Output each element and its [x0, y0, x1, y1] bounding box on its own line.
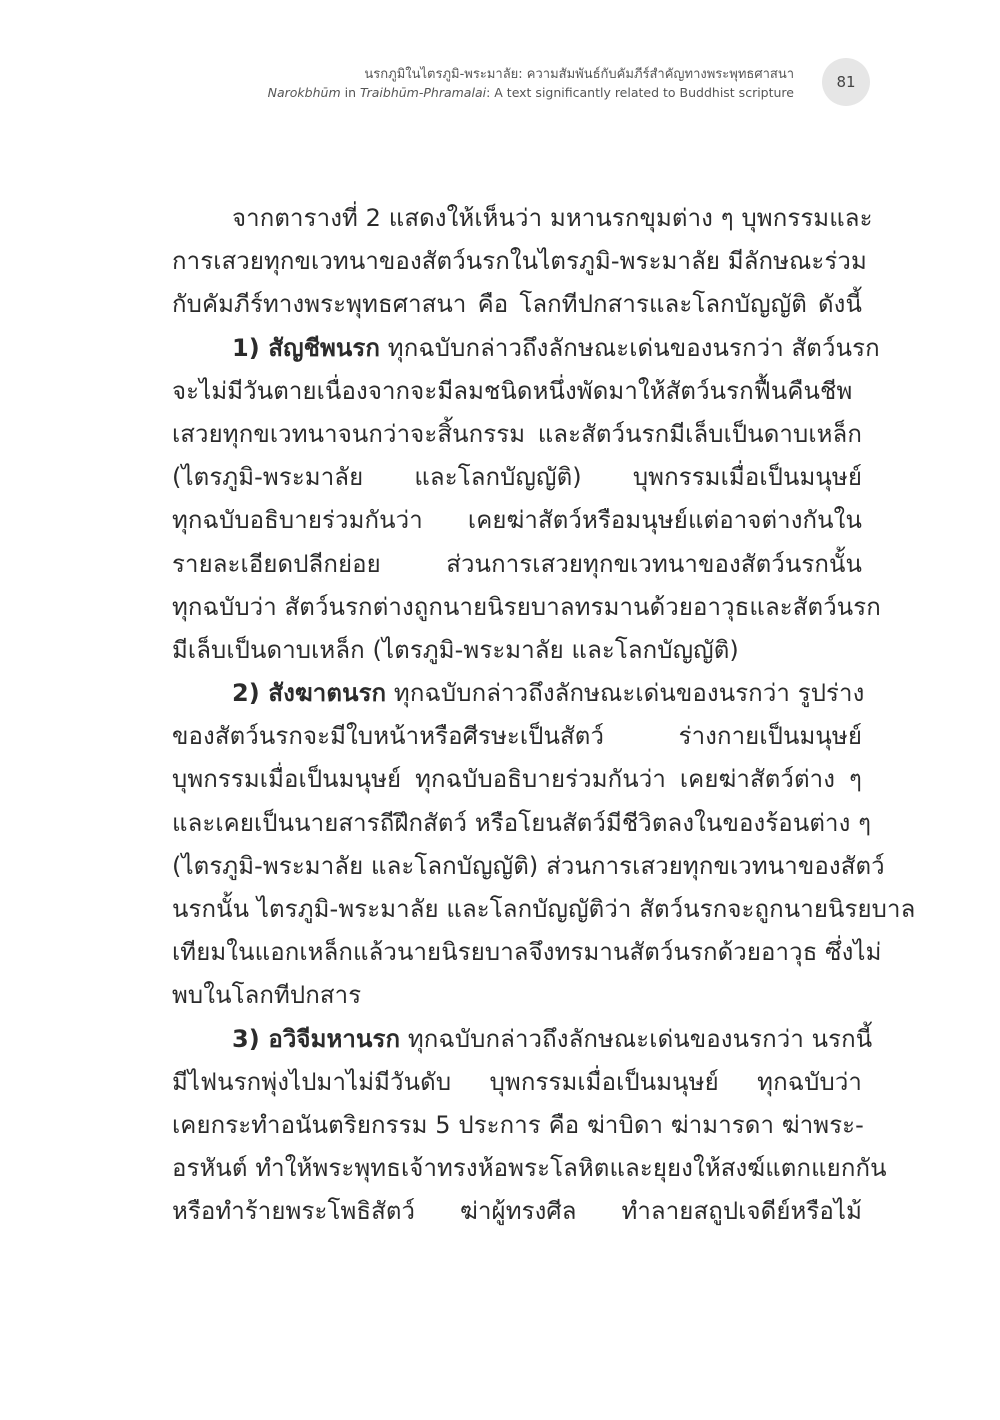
title-in: in: [340, 85, 360, 100]
section-3-term: 3) อวิจีมหานรก: [232, 1024, 401, 1053]
paragraph-line: การเสวยทุกขเวทนาของสัตว์นรกในไตรภูมิ-พระมาลัย มีลักษณะร่วม: [172, 247, 867, 276]
section-1-first-rest: ทุกฉบับกล่าวถึงลักษณะเด่นของนรกว่า สัตว์นรก: [380, 333, 880, 362]
body-text: [172, 197, 916, 1234]
paragraph-line: และเคยเป็นนายสารถีฝึกสัตว์ หรือโยนสัตว์มีชีวิตลงในของร้อนต่าง ๆ: [172, 808, 872, 837]
paragraph-line: รายละเอียดปลีกย่อย ส่วนการเสวยทุกขเวทนาของสัตว์นรกนั้น: [172, 549, 862, 578]
paragraph-line: เทียมในแอกเหล็กแล้วนายนิรยบาลจึงทรมานสัตว์นรกด้วยอาวุธ ซึ่งไม่: [172, 938, 882, 967]
paragraph-line: อรหันต์ ทำให้พระพุทธเจ้าทรงห้อพระโลหิตและยุยงให้สงฆ์แตกแยกกัน: [172, 1154, 887, 1183]
paragraph-line: หรือทำร้ายพระโพธิสัตว์ ฆ่าผู้ทรงศีล ทำลายสถูปเจดีย์หรือไม้: [172, 1197, 862, 1226]
paragraph-line: จะไม่มีวันตายเนื่องจากจะมีลมชนิดหนึ่งพัดมาให้สัตว์นรกฟื้นคืนชีพ: [172, 376, 853, 405]
paragraph-line: (ไตรภูมิ-พระมาลัย และโลกบัญญัติ) บุพกรรมเมื่อเป็นมนุษย์: [172, 463, 862, 492]
paragraph-line: เสวยทุกขเวทนาจนกว่าจะสิ้นกรรม และสัตว์นรกมีเล็บเป็นดาบเหล็ก: [172, 419, 862, 448]
paragraph-line: พบในโลกทีปกสาร: [172, 981, 362, 1010]
paragraph-line: (ไตรภูมิ-พระมาลัย และโลกบัญญัติ) ส่วนการเสวยทุกขเวทนาของสัตว์: [172, 851, 885, 880]
paragraph-line: บุพกรรมเมื่อเป็นมนุษย์ ทุกฉบับอธิบายร่วมกันว่า เคยฆ่าสัตว์ต่าง ๆ: [172, 765, 862, 794]
section-3-first-line: [172, 1018, 873, 1061]
paragraph-line: มีไฟนรกพุ่งไปมาไม่มีวันดับ บุพกรรมเมื่อเป็นมนุษย์ ทุกฉบับว่า: [172, 1067, 862, 1096]
section-1-first-line: [172, 327, 880, 370]
title-italic-traibhum: Traibhūm-Phramalai: [359, 85, 487, 100]
paragraph-line: ทุกฉบับว่า สัตว์นรกต่างถูกนายนิรยบาลทรมานด้วยอาวุธและสัตว์นรก: [172, 592, 881, 621]
running-header-thai: นรกภูมิในไตรภูมิ-พระมาลัย: ความสัมพันธ์กับคัมภีร์สำคัญทางพระพุทธศาสนา: [364, 67, 794, 82]
section-2-first-rest: ทุกฉบับกล่าวถึงลักษณะเด่นของนรกว่า รูปร่าง: [386, 679, 865, 708]
paragraph-line: กับคัมภีร์ทางพระพุทธศาสนา คือ โลกทีปกสารและโลกบัญญัติ ดังนี้: [172, 290, 862, 319]
page-number: 81: [822, 58, 870, 106]
section-2-term: 2) สังฆาตนรก: [232, 679, 387, 708]
paragraph-line: ของสัตว์นรกจะมีใบหน้าหรือศีรษะเป็นสัตว์ ร่างกายเป็นมนุษย์: [172, 722, 862, 751]
section-3-first-rest: ทุกฉบับกล่าวถึงลักษณะเด่นของนรกว่า นรกนี้: [400, 1024, 873, 1053]
paragraph-line: นรกนั้น ไตรภูมิ-พระมาลัย และโลกบัญญัติว่า สัตว์นรกจะถูกนายนิรยบาล: [172, 895, 916, 923]
paragraph-line: มีเล็บเป็นดาบเหล็ก (ไตรภูมิ-พระมาลัย และโลกบัญญัติ): [172, 635, 739, 664]
section-2-first-line: [172, 672, 865, 715]
running-header-english: [154, 84, 794, 102]
paragraph-line: ทุกฉบับอธิบายร่วมกันว่า เคยฆ่าสัตว์หรือมนุษย์แต่อาจต่างกันใน: [172, 506, 862, 535]
section-1-term: 1) สัญชีพนรก: [232, 333, 381, 362]
title-italic-narokbhum: Narokbhūm: [267, 85, 341, 100]
paragraph-line: เคยกระทำอนันตริยกรรม 5 ประการ คือ ฆ่าบิดา ฆ่ามารดา ฆ่าพระ-: [172, 1110, 864, 1139]
title-rest: : A text significantly related to Buddhist scripture: [486, 85, 794, 100]
running-header: [154, 66, 794, 102]
paragraph-line: จากตารางที่ 2 แสดงให้เห็นว่า มหานรกขุมต่าง ๆ บุพกรรมและ: [232, 204, 873, 232]
